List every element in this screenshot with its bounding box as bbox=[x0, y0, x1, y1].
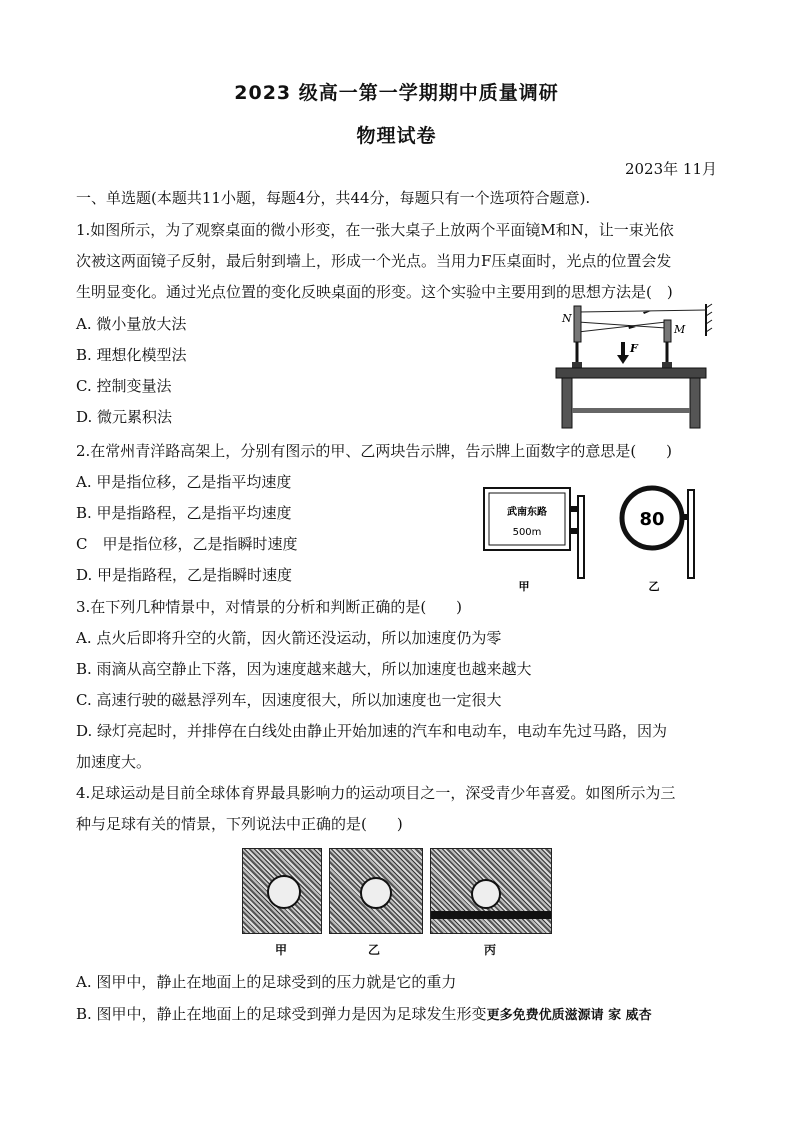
q3-option-d-continued: 加速度大。 bbox=[76, 753, 152, 771]
q3-option-b: B. 雨滴从高空静止下落，因为速度越来越大，所以加速度也越来越大 bbox=[76, 660, 532, 678]
q2-road-signs-figure bbox=[478, 478, 708, 596]
photo-caption-yi: 乙 bbox=[368, 943, 381, 957]
caption-yi: 乙 bbox=[648, 580, 660, 593]
promo-text: 更多免费优质滋源请 家 威杏 bbox=[486, 1008, 652, 1023]
q2-stem: 2.在常州青洋路高架上，分别有图示的甲、乙两块告示牌，告示牌上面数字的意思是( ) bbox=[76, 442, 673, 460]
q4-option-a: A. 图甲中，静止在地面上的足球受到的压力就是它的重力 bbox=[76, 973, 457, 991]
q3-option-a: A. 点火后即将升空的火箭，因火箭还没运动，所以加速度仍为零 bbox=[76, 629, 502, 647]
q2-option-b: B. 甲是指路程，乙是指平均速度 bbox=[76, 504, 292, 522]
q1-stem-line: 1.如图所示，为了观察桌面的微小形变，在一张大桌子上放两个平面镜M和N，让一束光依 bbox=[76, 221, 674, 239]
photo-caption-bing: 丙 bbox=[484, 943, 497, 957]
q4-stem-line: 4.足球运动是目前全球体育界最具影响力的运动项目之一，深受青少年喜爱。如图所示为三 bbox=[76, 784, 676, 802]
mirror-n-label: N bbox=[562, 312, 572, 325]
soccer-photo-jia bbox=[242, 848, 322, 934]
section-heading: 一、单选题(本题共11小题，每题4分，共44分，每题只有一个选项符合题意). bbox=[76, 189, 591, 207]
q1-stem-line: 生明显变化。通过光点位置的变化反映桌面的形变。这个实验中主要用到的思想方法是( ) bbox=[76, 283, 673, 301]
exam-date: 2023年 11月 bbox=[624, 160, 717, 178]
q4-option-b-row bbox=[76, 1003, 652, 1024]
speed-limit-value: 80 bbox=[639, 509, 665, 530]
q1-option-b: B. 理想化模型法 bbox=[76, 346, 187, 364]
exam-title: 2023 级高一第一学期期中质量调研 bbox=[234, 82, 559, 104]
soccer-photo-yi bbox=[329, 848, 423, 934]
q3-option-c: C. 高速行驶的磁悬浮列车，因速度很大，所以加速度也一定很大 bbox=[76, 691, 502, 709]
q1-mirror-table-figure bbox=[548, 300, 718, 430]
q4-option-b: B. 图甲中，静止在地面上的足球受到弹力是因为足球发生形变 bbox=[76, 1005, 487, 1023]
force-f-label: F bbox=[630, 342, 638, 355]
soccer-photo-bing bbox=[430, 848, 552, 934]
exam-subtitle: 物理试卷 bbox=[356, 125, 437, 147]
caption-jia: 甲 bbox=[518, 580, 530, 593]
q1-option-a: A. 微小量放大法 bbox=[76, 315, 187, 333]
q2-option-c: C 甲是指位移，乙是指瞬时速度 bbox=[76, 535, 298, 553]
q2-option-a: A. 甲是指位移，乙是指平均速度 bbox=[76, 473, 292, 491]
mirror-m-label: M bbox=[674, 323, 686, 336]
sign-distance: 500m bbox=[512, 527, 542, 538]
q1-stem-line: 次被这两面镜子反射，最后射到墙上，形成一个光点。当用力F压桌面时，光点的位置会发 bbox=[76, 252, 672, 270]
q2-option-d: D. 甲是指路程，乙是指瞬时速度 bbox=[76, 566, 293, 584]
q1-option-d: D. 微元累积法 bbox=[76, 408, 173, 426]
q3-option-d: D. 绿灯亮起时，并排停在白线处由静止开始加速的汽车和电动车，电动车先过马路，因为 bbox=[76, 722, 668, 740]
sign-road-name: 武南东路 bbox=[507, 507, 547, 518]
q3-stem: 3.在下列几种情景中，对情景的分析和判断正确的是( ) bbox=[76, 598, 463, 616]
q1-option-c: C. 控制变量法 bbox=[76, 377, 172, 395]
q4-stem-line: 种与足球有关的情景，下列说法中正确的是( ) bbox=[76, 815, 403, 833]
photo-caption-jia: 甲 bbox=[275, 943, 288, 957]
